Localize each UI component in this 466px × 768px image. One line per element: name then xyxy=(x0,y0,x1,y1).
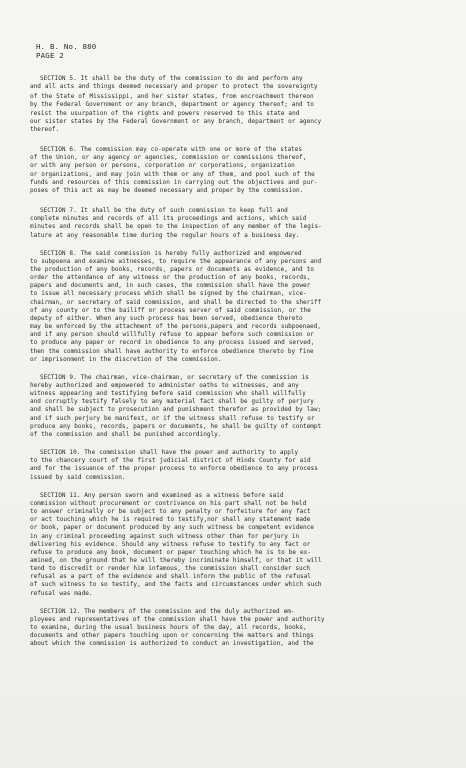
text-line: SECTION 11. Any person sworn and examined as a witness before said xyxy=(40,491,284,499)
text-line: refusal as a part of the evidence and shall inform the public of the refusal xyxy=(30,573,311,581)
text-line: SECTION 9. The chairman, vice-chairman, or secretary of the commission is xyxy=(40,373,309,381)
page-number: PAGE 2 xyxy=(36,51,64,60)
section-paragraph xyxy=(30,146,438,195)
text-line: SECTION 5. It shall be the duty of the commission to do and perform any xyxy=(40,75,303,82)
text-line: produce any books, records, papers or documents, he shall be guilty of contempt xyxy=(30,422,322,430)
text-line: witness appearing and testifying before said commission who shall willfully xyxy=(30,390,306,398)
text-line: minutes and records shall be open to the inspection of any member of the legis- xyxy=(30,223,322,231)
text-line: issued by said commission. xyxy=(30,473,126,481)
text-line: refusal was made. xyxy=(30,589,93,597)
text-line: order the attendance of any witness or the production of any books, records, xyxy=(30,274,311,282)
section-paragraph xyxy=(30,250,438,364)
text-line: tend to discredit or render him infamous, the commission shall consider such xyxy=(30,565,310,573)
text-line: thereof. xyxy=(30,125,60,133)
text-line: funds and resources of this commission in carrying out the objectives and pur- xyxy=(30,178,318,186)
text-line: and all acts and things deemed necessary and proper to protect the sovereignty xyxy=(30,83,318,91)
bill-number: H. B. No. 880 xyxy=(36,42,97,51)
section-paragraph xyxy=(30,374,438,439)
text-line: of any county or to the bailiff or process server of said commission, or the xyxy=(30,306,311,314)
text-line: may be enforced by the attachment of the persons,papers and records subpoenaed, xyxy=(30,323,321,331)
text-line: of the State of Mississippi, and her sister states, from encroachment thereon xyxy=(30,93,314,101)
document-body xyxy=(30,75,438,649)
text-line: SECTION 10. The commission shall have the power and authority to apply xyxy=(40,449,299,457)
text-line: our sister states by the Federal Government or any branch, department or agency xyxy=(30,117,322,125)
text-line: of the Union, or any agency or agencies, commission or commissions thereof, xyxy=(30,154,307,162)
section-paragraph xyxy=(30,492,438,598)
text-line: refuse to produce any book, document or paper touching which he is to be ex- xyxy=(30,548,311,556)
text-line: by the Federal Government or any branch, department or agency thereof; and to xyxy=(30,101,314,109)
text-line: lature at any reasonable time during the regular hours of a business day. xyxy=(30,231,300,239)
text-line: chairman, or secretary of said commission, and shall be directed to the sheriff xyxy=(30,298,322,306)
text-line: SECTION 8. The said commission is hereby fully authorized and empowered xyxy=(40,249,302,257)
text-line: of the commission and shall be punished accordingly. xyxy=(30,430,222,438)
text-line: in any criminal proceeding against such witness other than for perjury in xyxy=(30,532,300,540)
text-line: SECTION 6. The commission may co-operate with one or more of the states xyxy=(40,146,303,154)
text-line: or imprisonment in the discretion of the commission. xyxy=(30,355,222,363)
text-line: of such witness to so testify, and the facts and circumstances under which such xyxy=(30,581,322,589)
text-line: about which the commission is authorized to conduct an investigation, and the xyxy=(30,640,314,648)
text-line: and shall be subject to prosecution and punishment therefor as provided by law; xyxy=(30,406,322,414)
text-line: to issue all necessary process which shall be signed by the chairman, vice- xyxy=(30,290,307,298)
text-line: to subpoena and examine witnesses, to require the appearance of any persons and xyxy=(30,257,322,265)
text-line: and corruptly testify falsely to any material fact shall be guilty of perjury xyxy=(30,398,314,406)
text-line: papers and documents and, in such cases, the commission shall have the power xyxy=(30,282,311,290)
text-line: poses of this act as may be deemed necessary and proper by the commission. xyxy=(30,186,304,194)
text-line: documents and other papers touching upon or concerning the matters and things xyxy=(30,632,314,640)
text-line: delivering his evidence. Should any witness refuse to testify to any fact or xyxy=(30,540,311,548)
text-line: to answer criminally or be subject to any penalty or forfeiture for any fact xyxy=(30,508,311,516)
section-paragraph xyxy=(30,608,438,649)
section-paragraph xyxy=(30,449,438,482)
section-paragraph xyxy=(30,75,438,91)
document-header xyxy=(36,42,438,60)
text-line: and for the issuance of the proper process to enforce obedience to any process xyxy=(30,465,318,473)
text-line: to the chancery court of the first judicial district of Hinds County for aid xyxy=(30,457,311,465)
text-line: hereby authorized and empowered to administer oaths to witnesses, and any xyxy=(30,382,299,389)
text-line: commission without procurement or contrivance on his part shall not be held xyxy=(30,499,307,507)
text-line: or with any person or persons, corporation or corporations, organization xyxy=(30,162,295,170)
text-line: or book, paper or document produced by any such witness be competent evidence xyxy=(30,524,314,532)
text-line: SECTION 7. It shall be the duty of such commission to keep full and xyxy=(40,207,288,215)
text-line: the production of any books, records, papers or documents as evidence, and to xyxy=(30,265,314,273)
text-line: to examine, during the usual business hours of the day, all records, books, xyxy=(30,624,307,632)
section-paragraph xyxy=(30,93,438,134)
text-line: and if such perjury be manifest, or if the witness shall refuse to testify or xyxy=(30,414,315,422)
text-line: deputy of either. When any such process has been served, obedience thereto xyxy=(30,314,303,322)
text-line: and if any person should willfully refuse to appear before such commission or xyxy=(30,331,314,339)
text-line: ployees and representatives of the commission shall have the power and authority xyxy=(30,615,325,623)
text-line: then the commission shall have authority to enforce obedience thereto by fine xyxy=(30,347,314,355)
section-paragraph xyxy=(30,207,438,240)
text-line: complete minutes and records of all its proceedings and actions, which said xyxy=(30,215,307,223)
text-line: resist the usurpation of the rights and powers reserved to this state and xyxy=(30,109,300,117)
text-line: to produce any paper or record in obedience to any process issued and served, xyxy=(30,339,315,347)
text-line: amined, on the ground that he will thereby incriminate himself, or that it will xyxy=(30,556,322,564)
text-line: or organizations, and may join with them or any of them, and pool such of the xyxy=(30,170,315,178)
text-line: or act touching which he is required to testify,nor shall any statement made xyxy=(30,516,311,524)
text-line: SECTION 12. The members of the commission and the duly authorized em- xyxy=(40,607,295,615)
